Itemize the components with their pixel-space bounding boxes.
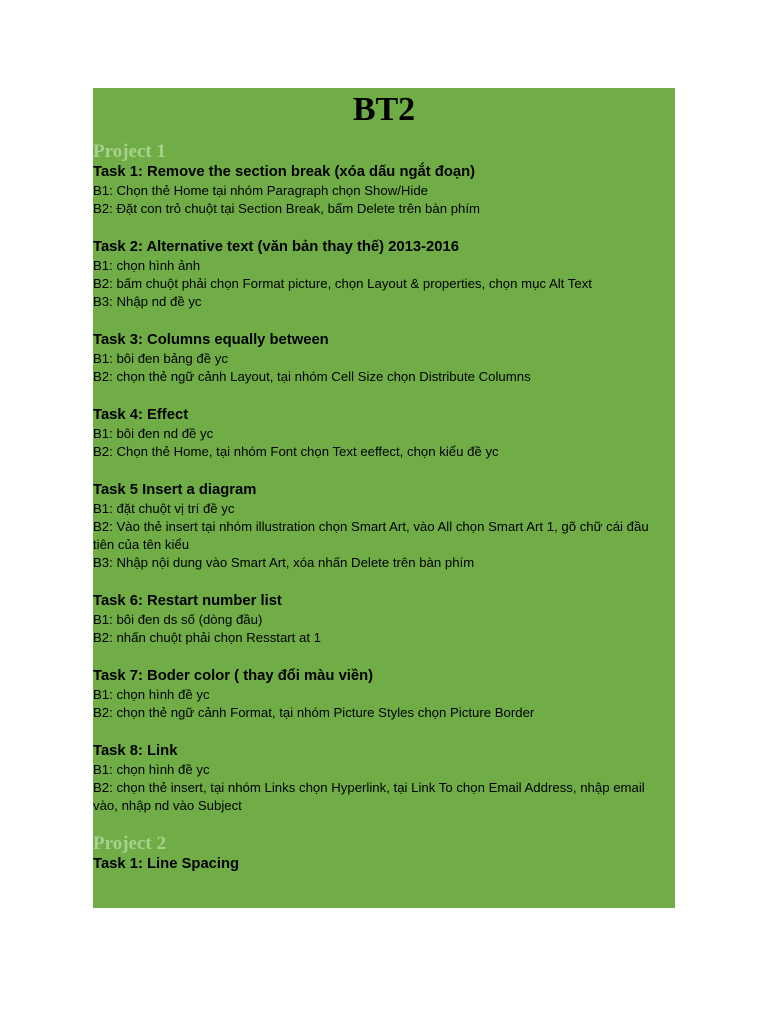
task-step: B1: Chọn thẻ Home tại nhóm Paragraph chọn Show/Hide — [93, 183, 429, 198]
project-heading: Project 1 — [93, 141, 166, 162]
task-block — [93, 480, 675, 572]
task-block — [93, 405, 675, 461]
task-step: B2: Đặt con trỏ chuột tại Section Break, bấm Delete trên bàn phím — [93, 201, 481, 216]
projects-container — [93, 142, 675, 874]
content-panel — [93, 88, 675, 908]
task-title: Task 6: Restart number list — [93, 593, 282, 609]
task-block — [93, 741, 675, 815]
task-step: B1: chọn hình ảnh — [93, 258, 201, 273]
task-step: B1: chọn hình đề yc — [93, 762, 210, 777]
task-title: Task 7: Boder color ( thay đổi màu viền) — [93, 668, 374, 684]
task-step: B3: Nhập nd đề yc — [93, 294, 202, 309]
task-step: B1: bôi đen nd đề yc — [93, 426, 214, 441]
task-step: B1: bôi đen bảng đề yc — [93, 351, 228, 366]
task-title: Task 3: Columns equally between — [93, 332, 329, 348]
task-block — [93, 237, 675, 311]
task-title: Task 5 Insert a diagram — [93, 482, 257, 498]
task-step: B2: chọn thẻ ngữ cảnh Format, tại nhóm Picture Styles chọn Picture Border — [93, 705, 535, 720]
task-step: B2: nhấn chuột phải chọn Resstart at 1 — [93, 630, 321, 645]
task-step: B1: bôi đen ds số (dòng đầu) — [93, 612, 263, 627]
task-step: B1: đặt chuột vị trí đề yc — [93, 501, 235, 516]
task-title: Task 2: Alternative text (văn bản thay thế) 2013-2016 — [93, 239, 459, 255]
task-block — [93, 591, 675, 647]
task-block — [93, 854, 675, 874]
task-title: Task 8: Link — [93, 743, 178, 759]
task-block — [93, 666, 675, 722]
task-step: B2: chọn thẻ ngữ cảnh Layout, tại nhóm Cell Size chọn Distribute Columns — [93, 369, 531, 384]
project-section — [93, 142, 675, 815]
task-title: Task 1: Line Spacing — [93, 856, 240, 872]
task-title: Task 1: Remove the section break (xóa dấu ngắt đoạn) — [93, 164, 476, 180]
task-block — [93, 162, 675, 218]
project-heading: Project 2 — [93, 833, 166, 854]
task-step: B2: Chọn thẻ Home, tại nhóm Font chọn Text eeffect, chọn kiểu đề yc — [93, 444, 499, 459]
task-step: B3: Nhập nội dung vào Smart Art, xóa nhấn Delete trên bàn phím — [93, 555, 475, 570]
document-title: BT2 — [352, 91, 416, 128]
task-title: Task 4: Effect — [93, 407, 189, 423]
task-step: B2: bấm chuột phải chọn Format picture, chọn Layout & properties, chọn mục Alt Text — [93, 276, 592, 291]
task-step: B1: chọn hình đề yc — [93, 687, 210, 702]
task-step: B2: chọn thẻ insert, tại nhóm Links chọn Hyperlink, tại Link To chọn Email Address, nhập email vào, nhập nd vào Subject — [93, 780, 645, 813]
task-step: B2: Vào thẻ insert tại nhóm illustration chọn Smart Art, vào All chọn Smart Art 1, gõ chữ cái đầu tiên của tên kiểu — [93, 519, 649, 552]
project-section — [93, 834, 675, 874]
task-block — [93, 330, 675, 386]
